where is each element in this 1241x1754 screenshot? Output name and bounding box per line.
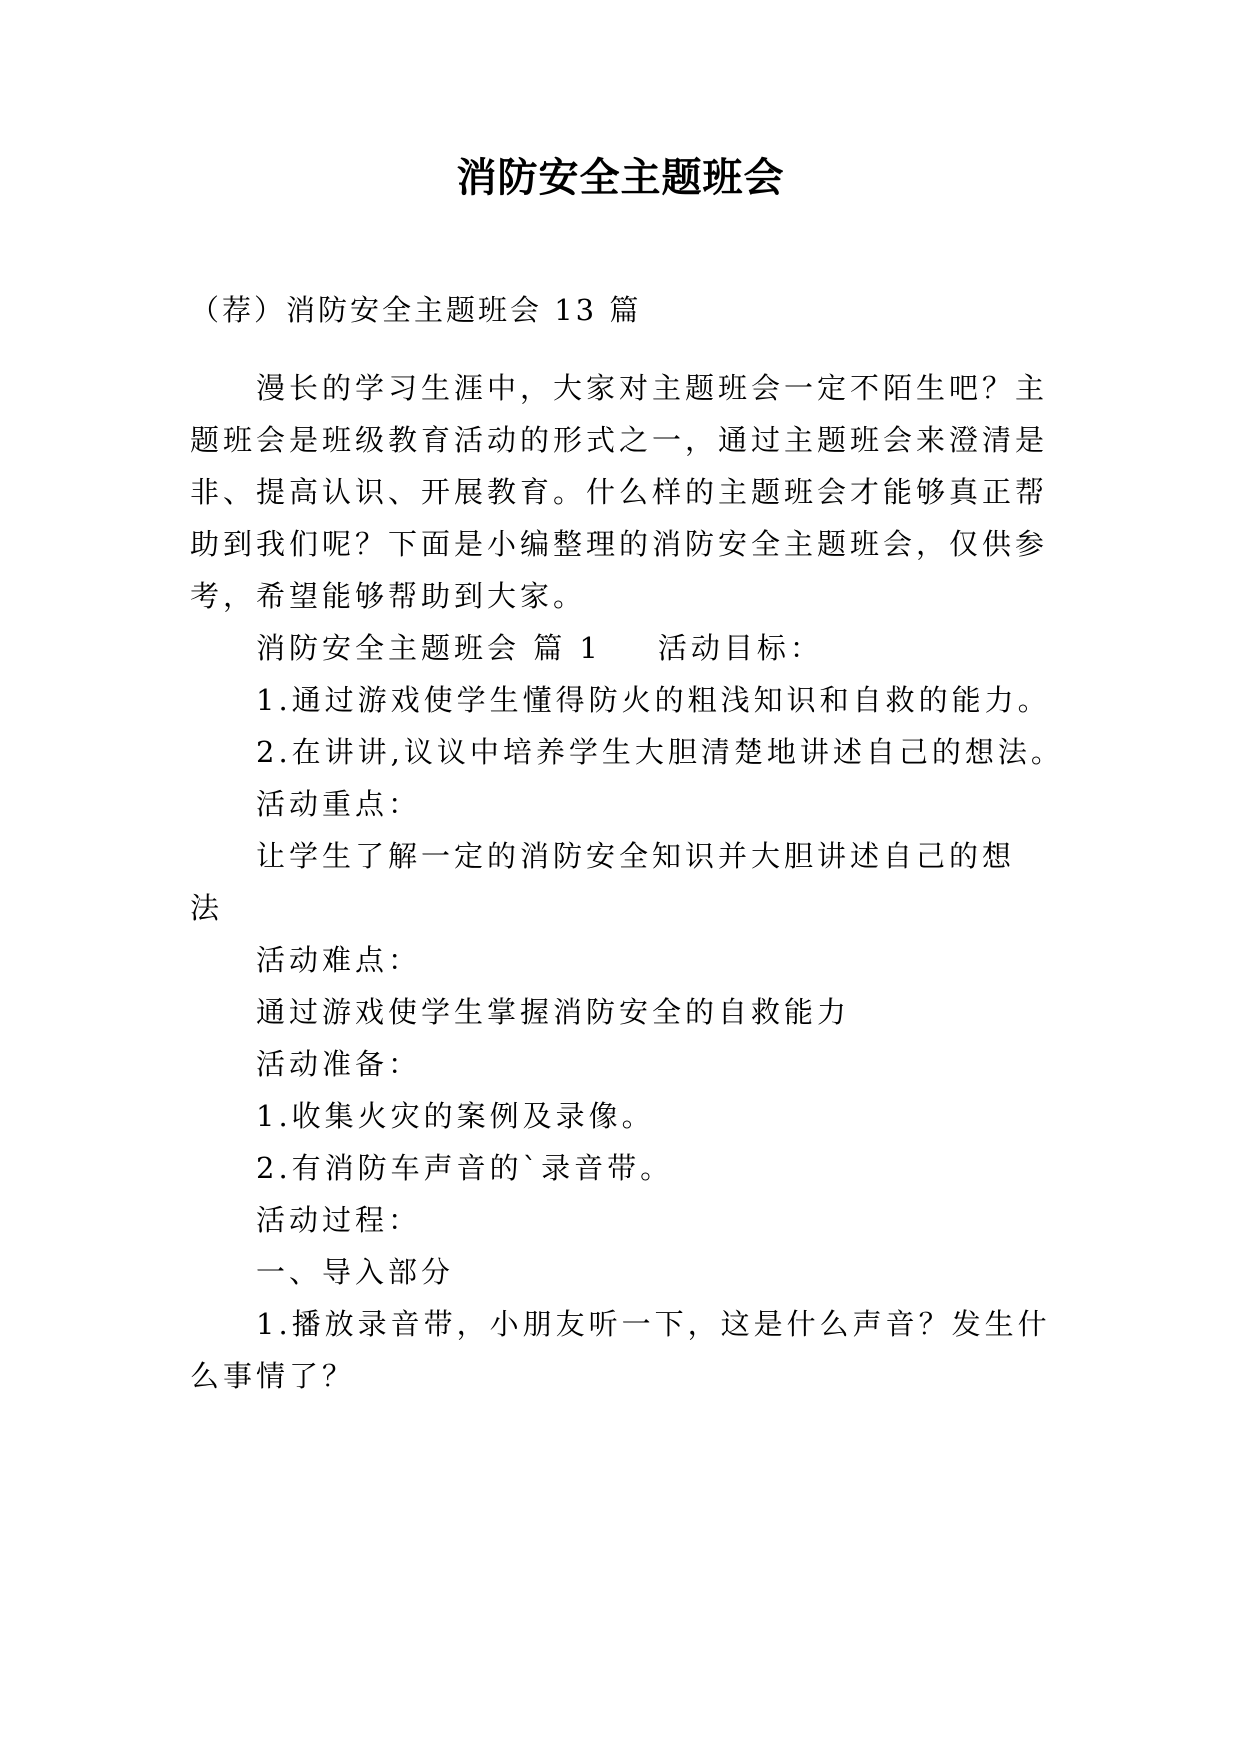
step-1-line-2: 么事情了？: [190, 1359, 356, 1393]
goal-1: 1.通过游戏使学生懂得防火的粗浅知识和自救的能力。: [256, 683, 1051, 717]
step-1-line-1: 1.播放录音带，小朋友听一下，这是什么声音？发生什: [256, 1307, 1051, 1341]
goal-2: 2.在讲讲,议议中培养学生大胆清楚地讲述自己的想法。: [256, 735, 1064, 769]
key-point-label: 活动重点：: [256, 787, 422, 821]
difficulty-label: 活动难点：: [256, 943, 422, 977]
section-heading: 消防安全主题班会 篇 1: [256, 631, 602, 665]
intro-line-2: 题班会是班级教育活动的形式之一，通过主题班会来澄清是: [190, 423, 1049, 457]
prep-1: 1.收集火灾的案例及录像。: [256, 1099, 655, 1133]
process-label: 活动过程：: [256, 1203, 422, 1237]
key-point-line-1: 让学生了解一定的消防安全知识并大胆讲述自己的想: [256, 839, 1016, 873]
part-1-heading: 一、导入部分: [256, 1255, 455, 1289]
prep-2: 2.有消防车声音的`录音带。: [256, 1151, 674, 1185]
section-heading-line: [256, 628, 823, 668]
key-point-line-2: 法: [190, 891, 224, 925]
difficulty-text: 通过游戏使学生掌握消防安全的自救能力: [256, 995, 851, 1029]
prep-label: 活动准备：: [256, 1047, 422, 1081]
document-subtitle: （荐）消防安全主题班会 13 篇: [190, 293, 642, 327]
intro-line-3: 非、提高认识、开展教育。什么样的主题班会才能够真正帮: [190, 475, 1049, 509]
intro-line-4: 助到我们呢？下面是小编整理的消防安全主题班会，仅供参: [190, 527, 1049, 561]
intro-line-5: 考，希望能够帮助到大家。: [190, 579, 587, 613]
document-title: 消防安全主题班会: [456, 154, 785, 201]
section-goal-label: 活动目标：: [657, 631, 823, 665]
intro-line-1: 漫长的学习生涯中，大家对主题班会一定不陌生吧？主: [256, 371, 1049, 405]
